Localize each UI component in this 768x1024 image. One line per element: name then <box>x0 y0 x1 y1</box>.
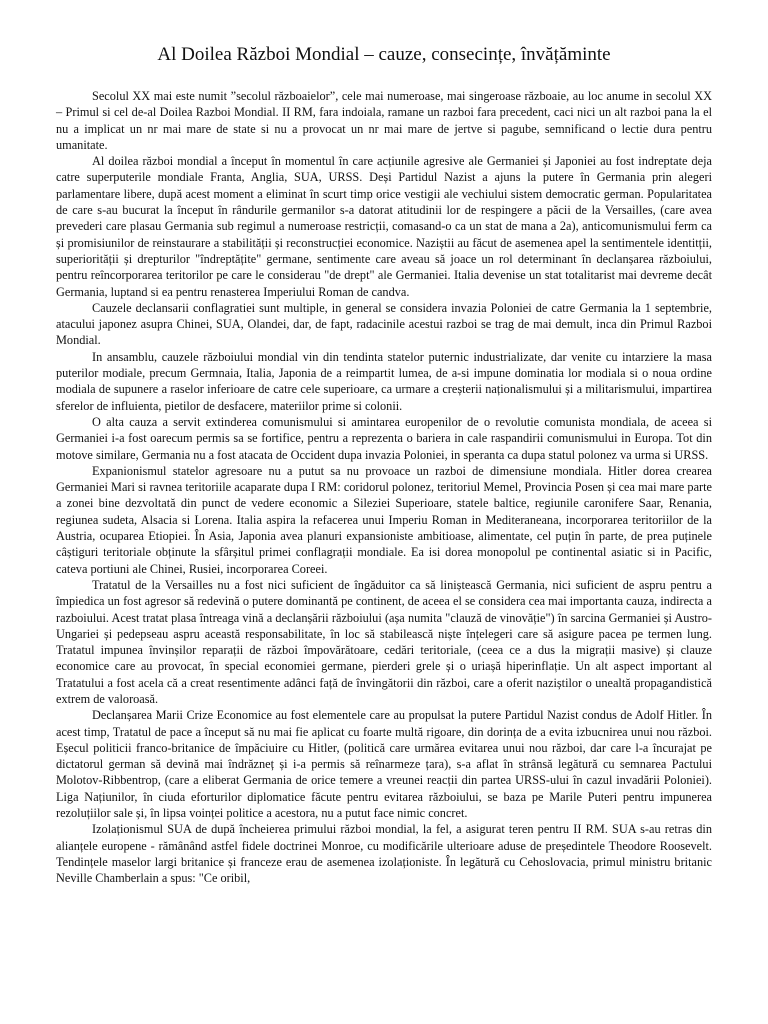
paragraph: In ansamblu, cauzele războiului mondial vin din tendinta statelor puternic industrializate, dar venite cu intarziere la masa puterilor modiale, precum Germnaia, Italia, Japonia de a reimpartit lumea, de a-si impune dominatia lor modiala si o noua ordine modiala de supunere a raselor inferioare de catre cele superioare, ca urmare a creșterii naționalismului și a militarismului, impartirea sferelor de influienta, pietilor de desfacere, materiilor prime si colonii. <box>56 349 712 413</box>
paragraph: Secolul XX mai este numit ”secolul războaielor”, cele mai numeroase, mai singeroase războaie, au loc anume in secolul XX – Primul si cel de-al Doilea Razboi Mondial. II RM, fara indoiala, ramane un razboi fara precedent, caci nici un alt razboi pana la el nu a implicat un nr mai mare de state si nu a provocat un nr mai mare de jertve si pagube, semnificand o lectie dura pentru umanitate. <box>56 89 712 152</box>
paragraph: Declanșarea Marii Crize Economice au fost elementele care au propulsat la putere Partidul Nazist condus de Adolf Hitler. În acest timp, Tratatul de pace a început să nu mai fie aplicat cu foarte multă rigoare, din dorința de a evita izbucnirea unui nou război. Eșecul politicii franco-britanice de împăciuire cu Hitler, (politică care urmărea evitarea unui nou război, dar care l-a încurajat pe dictatorul german să devină mai îndrăzneț și i-a permis să reînarmeze țara), s-a aflat în strânsă legătură cu semnarea Pactului Molotov-Ribbentrop, (care a eliberat Germania de orice temere a vreunei reacții din partea URSS-ului în cazul invadării Poloniei). Liga Națiunilor, în ciuda eforturilor diplomatice făcute pentru evitarea războiului, se baza pe Marile Puteri pentru impunerea rezoluțiilor sale și, în lipsa voinței politice a acestora, nu a putut face nimic concret. <box>56 708 712 821</box>
paragraph: Tratatul de la Versailles nu a fost nici suficient de îngăduitor ca să liniștească Germania, nici suficient de aspru pentru a împiedica un fost agresor să redevină o putere dominantă pe continent, de aceea el se considera cea mai importanta cauza, indirecta a razboiului. Acest tratat plasa întreaga vină a declanșării războiului (așa numita "clauză de vinovăție") în sarcina Germaniei și Austro-Ungariei și pedepseau aspru această responsabilitate, în loc să stabilească niște înțelegeri care să asigure pacea pe termen lung. Tratatul impunea învinșilor reparații de război împovărătoare, cedări teritoriale, (ceea ce a dus la migrații masive) și clauze economice care au provocat, în special economiei germane, pierderi grele și o uriașă hiperinflație. Un alt aspect important al Tratatului a fost acela că a creat resentimente adânci față de învingătorii din război, care a oferit naziștilor o unealtă propagandistică extrem de valoroasă. <box>56 577 712 706</box>
paragraph: Cauzele declansarii conflagratiei sunt multiple, in general se considera invazia Poloniei de catre Germania la 1 septembrie, atacului japonez asupra Chinei, SUA, Olandei, dar, de fapt, radacinile acestui razboi se trag de mai demult, inca din Primul Razboi Mondial. <box>56 300 712 348</box>
paragraph: Izolaționismul SUA de după încheierea primului război mondial, la fel, a asigurat teren pentru II RM. SUA s-au retras din alianțele europene - rămânând astfel fidele doctrinei Monroe, cu modificările ulterioare aduse de președintele Theodore Roosevelt. Tendințele maselor largi britanice și franceze erau de asemenea izolaționiste. În legătură cu Cehoslovacia, primul ministru britanic Neville Chamberlain a spus: "Ce oribil, <box>56 822 712 886</box>
paragraph: Expanionismul statelor agresoare nu a putut sa nu provoace un razboi de dimensiune mondiala. Hitler dorea crearea Germaniei Mari si ravnea teritoriile acaparate dupa I RM: coridorul polonez, teritoriul Memel, Provincia Posen și cea mai mare parte a zonei bine dezvoltată din punct de vedere economic a Sileziei Superioare, statele baltice, regiunile caronifere Saar, Renania, regiunea sudeta, Alsacia si Lorena. Italia aspira la refacerea unui Imperiu Roman in Mediteraneana, incorporarea teritoriilor de la Austria, ocuparea Etiopiei. În Asia, Japonia avea planuri expansioniste ambitioase, alimentate, cel puțin în parte, de prea puținele câștiguri teritoriale obținute la sfârșitul primei conflagrații mondiale. Ea isi dorea monopolul pe continental asiatic si in Pacific, cateva portiuni ale Chinei, Rusiei, incorporarea Coreei. <box>56 463 712 576</box>
paragraph: O alta cauza a servit extinderea comunismului si amintarea europenilor de o revolutie comunista mondiala, de aceea si Germaniei i-a fost oarecum permis sa se fortifice, pentru a reprezenta o bariera in cale raspandirii comunismului in Europa. Tot din motove similare, Germania nu a fost atacata de Occident dupa invazia Poloniei, in speranta ca dupa statul polonez va urma si URSS. <box>56 414 712 462</box>
page-title: Al Doilea Război Mondial – cauze, consecințe, învățăminte <box>157 44 611 65</box>
paragraph: Al doilea război mondial a început în momentul în care acțiunile agresive ale Germaniei și Japoniei au fost indreptate deja catre superputerile mondiale Franta, Anglia, SUA, URSS. Deși Partidul Nazist a ajuns la putere în Germania prin alegeri parlamentare libere, după acest moment a eliminat în scurt timp orice vestigii ale vechiului sistem democratic german. Popularitatea de care s-au bucurat la început în rândurile germanilor s-a datorat atitudinii lor de respingere a păcii de la Versailles, (care avea prevederi care plasau Germania sub regimul a numeroase restricții, comasand-o ca un stat de mana a 2a), anticomunismului ferm ca și promisiunilor de reinstaurare a stabilității și reconstrucției economice. Naziștii au făcut de asemenea apel la sentimentele identitții, superiorității și drepturilor "îndreptățite" germane, sentimente care aveau să joace un rol determinant în declanșarea războiului, pentru reîncorporarea teritorilor pe care le considerau "de drept" ale Germaniei. Italia devenise un stat totalitarist mai devreme decât Germania, luptand si ea pentru renasterea Imperiului Roman de candva. <box>56 154 712 299</box>
